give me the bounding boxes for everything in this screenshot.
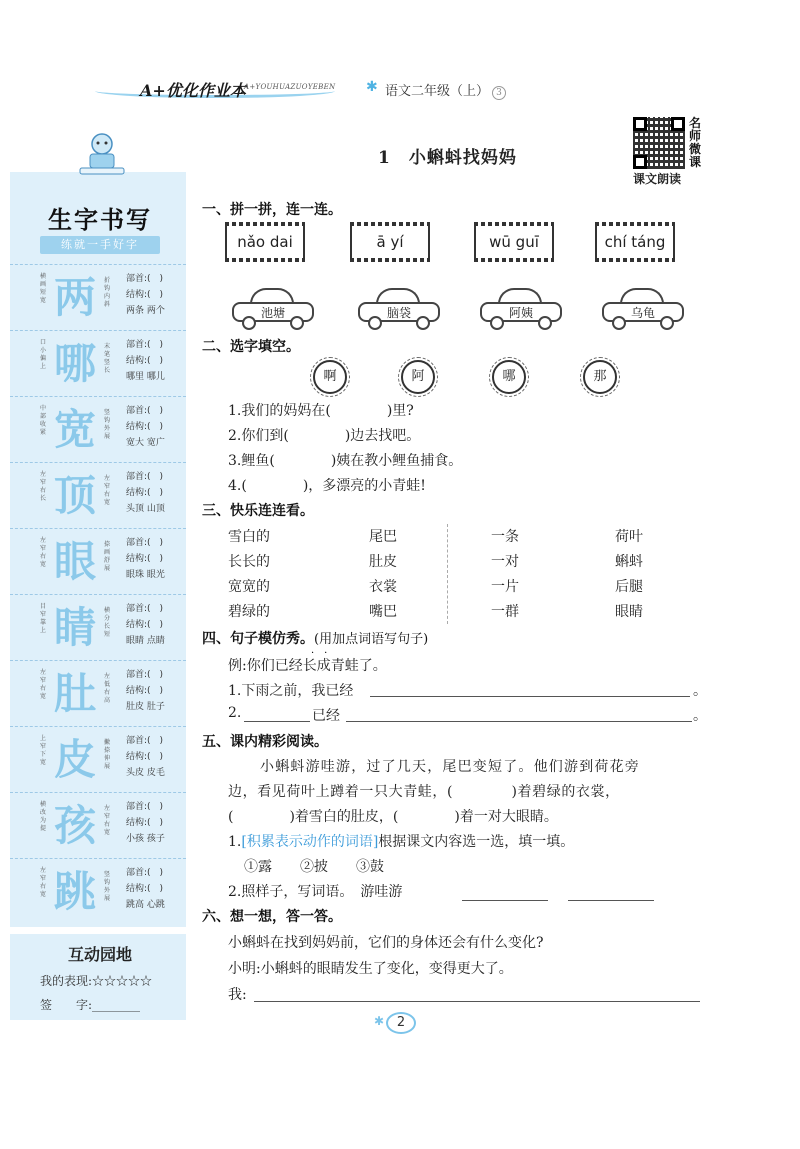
char-info xyxy=(126,865,165,913)
match-word[interactable]: 碧绿的 xyxy=(228,604,270,620)
answer-line[interactable] xyxy=(346,721,692,722)
fill-line[interactable]: 3.鲤鱼( )姨在教小鲤鱼捕食。 xyxy=(228,453,463,469)
grade-label xyxy=(385,80,506,100)
char-words: 肚皮 肚子 xyxy=(126,702,165,712)
char-entry xyxy=(10,660,186,726)
char-info xyxy=(126,535,165,583)
sidebar-title: 生字书写 xyxy=(48,206,152,234)
signature-field[interactable]: 签 字:________ xyxy=(40,998,141,1012)
car-word-card[interactable] xyxy=(232,288,314,332)
char-tip-left: 横改为提 xyxy=(40,801,47,832)
bushou-field[interactable]: 部首:( ) xyxy=(126,340,164,350)
jiegou-field[interactable]: 结构:( ) xyxy=(126,752,164,762)
char-words: 头皮 皮毛 xyxy=(126,768,165,778)
char-tip-left: 左窄右宽 xyxy=(40,669,47,700)
bushou-field[interactable]: 部首:( ) xyxy=(126,472,164,482)
char-entry xyxy=(10,462,186,528)
interaction-title: 互动园地 xyxy=(68,945,133,964)
bushou-field[interactable]: 部首:( ) xyxy=(126,274,164,284)
char-tip-left: 上窄下宽 xyxy=(40,735,47,766)
char-tip-left: 中部收紧 xyxy=(40,405,47,436)
bushou-field[interactable]: 部首:( ) xyxy=(126,868,164,878)
char-glyph: 眼 xyxy=(54,537,97,586)
emphasis-dots: ·· xyxy=(311,648,338,659)
match-word[interactable]: 雪白的 xyxy=(228,529,270,545)
q4-note: (用加点词语写句子) xyxy=(314,632,429,647)
char-tip-left: 口小偏上 xyxy=(40,339,47,370)
q5-sub1 xyxy=(228,831,574,851)
pinyin-card[interactable] xyxy=(474,222,554,262)
q6-example: 小明:小蝌蚪的眼睛发生了变化，变得更大了。 xyxy=(228,961,513,977)
char-info xyxy=(126,469,165,517)
char-tip-mid: 撇捺伸展 xyxy=(104,739,111,770)
match-word[interactable]: 衣裳 xyxy=(369,579,397,595)
pinyin-text: ā yí xyxy=(376,233,404,251)
pinyin-card[interactable] xyxy=(350,222,430,262)
reading-para[interactable]: ( )着雪白的肚皮，( )着一对大眼睛。 xyxy=(228,809,558,825)
char-glyph: 孩 xyxy=(54,801,97,850)
char-info xyxy=(126,733,165,781)
fill-line[interactable]: 1.我们的妈妈在( )里? xyxy=(228,403,414,419)
char-glyph: 睛 xyxy=(54,603,97,652)
q6-me-label: 我: xyxy=(228,987,247,1003)
option-badge[interactable]: 哪 xyxy=(492,360,526,394)
pinyin-text: chí táng xyxy=(604,233,666,251)
char-glyph: 皮 xyxy=(54,735,97,784)
char-glyph: 肚 xyxy=(54,669,97,718)
char-words: 小孩 孩子 xyxy=(126,834,165,844)
char-glyph: 顶 xyxy=(54,471,97,520)
bushou-field[interactable]: 部首:( ) xyxy=(126,538,164,548)
char-tip-mid: 竖钩外展 xyxy=(104,871,111,902)
char-info xyxy=(126,601,165,649)
match-word[interactable]: 一片 xyxy=(491,579,519,595)
q6-heading: 六、想一想，答一答。 xyxy=(202,909,342,925)
fill-line[interactable]: 4.( )，多漂亮的小青蛙! xyxy=(228,478,426,494)
char-entry xyxy=(10,396,186,462)
char-entry xyxy=(10,792,186,858)
char-tip-mid: 折钩内斜 xyxy=(104,277,111,308)
bushou-field[interactable]: 部首:( ) xyxy=(126,604,164,614)
char-tip-mid: 竖钩外展 xyxy=(104,409,111,440)
qr-label-char: 微 xyxy=(689,142,702,156)
q4-heading xyxy=(202,628,428,648)
column-divider xyxy=(447,524,448,624)
period: 。 xyxy=(693,708,707,724)
bushou-field[interactable]: 部首:( ) xyxy=(126,736,164,746)
performance-stars[interactable]: 我的表现:☆☆☆☆☆ xyxy=(40,974,153,988)
pinyin-text: wū guī xyxy=(489,233,539,251)
jiegou-field[interactable]: 结构:( ) xyxy=(126,422,164,432)
star-icon: ✱ xyxy=(374,1014,385,1028)
car-word: 池塘 xyxy=(260,306,285,320)
mascot-icon xyxy=(72,130,132,178)
char-words: 跳高 心跳 xyxy=(126,900,165,910)
q4-line1: 1.下雨之前，我已经 xyxy=(228,683,354,699)
page-header xyxy=(0,70,800,110)
car-word: 乌龟 xyxy=(630,306,655,320)
q1-heading: 一、拼一拼，连一连。 xyxy=(202,202,342,218)
q4-heading-text: 四、句子模仿秀。 xyxy=(202,631,314,647)
char-tip-mid: 捺画舒展 xyxy=(104,541,111,572)
jiegou-field[interactable]: 结构:( ) xyxy=(126,554,164,564)
reading-para: 小蝌蚪游哇游，过了几天，尾巴变短了。他们游到荷花旁 xyxy=(260,759,640,775)
qr-label-char: 师 xyxy=(689,129,702,143)
option-badge[interactable]: 那 xyxy=(583,360,617,394)
match-word[interactable]: 眼睛 xyxy=(615,604,643,620)
char-glyph: 跳 xyxy=(54,867,97,916)
q4-line2-number: 2. xyxy=(228,705,242,721)
qr-finder xyxy=(633,155,647,169)
char-tip-mid: 横分长短 xyxy=(104,607,111,638)
answer-line[interactable] xyxy=(568,900,654,901)
example-sentence: 例:你们已经长成青蛙了。 xyxy=(228,658,387,674)
char-words: 宽大 宽广 xyxy=(126,438,165,448)
brand-subtitle: A+YOUHUAZUOYEBEN xyxy=(244,83,336,91)
option-badge[interactable]: 啊 xyxy=(313,360,347,394)
fill-line[interactable]: 2.你们到( )边去找吧。 xyxy=(228,428,421,444)
sidebar-subtitle: 练就一手好字 xyxy=(40,236,160,254)
char-info xyxy=(126,799,165,847)
sub1-text: 根据课文内容选一选，填一填。 xyxy=(378,834,575,850)
answer-line[interactable] xyxy=(244,721,310,722)
car-word-card[interactable] xyxy=(358,288,440,332)
q5-heading: 五、课内精彩阅读。 xyxy=(202,734,328,750)
char-words: 眼珠 眼光 xyxy=(126,570,165,580)
match-word[interactable]: 荷叶 xyxy=(615,529,643,545)
reading-para[interactable]: 边，看见荷叶上蹲着一只大青蛙，( )着碧绿的衣裳， xyxy=(228,784,620,800)
pinyin-card[interactable] xyxy=(595,222,675,262)
car-word-card[interactable] xyxy=(602,288,684,332)
char-words: 两条 两个 xyxy=(126,306,165,316)
char-tip-mid: 左窄右宽 xyxy=(104,475,111,506)
qr-caption: 课文朗读 xyxy=(633,172,682,186)
match-word[interactable]: 宽宽的 xyxy=(228,579,270,595)
page-footer xyxy=(374,1012,420,1034)
car-word-card[interactable] xyxy=(480,288,562,332)
bushou-field[interactable]: 部首:( ) xyxy=(126,802,164,812)
char-glyph: 两 xyxy=(54,273,97,322)
match-word[interactable]: 一对 xyxy=(491,554,519,570)
option-badge[interactable]: 阿 xyxy=(401,360,435,394)
period: 。 xyxy=(693,683,707,699)
brand-logo: A+优化作业本 xyxy=(140,81,246,100)
car-word: 脑袋 xyxy=(386,306,411,320)
char-info xyxy=(126,271,165,319)
match-word[interactable]: 一条 xyxy=(491,529,519,545)
answer-line[interactable] xyxy=(462,900,548,901)
match-word[interactable]: 嘴巴 xyxy=(369,604,397,620)
match-word[interactable]: 长长的 xyxy=(228,554,270,570)
star-icon: ✱ xyxy=(366,79,378,95)
q3-heading: 三、快乐连连看。 xyxy=(202,503,314,519)
answer-line[interactable] xyxy=(254,1001,700,1002)
q2-heading: 二、选字填空。 xyxy=(202,339,300,355)
char-info xyxy=(126,667,165,715)
char-tip-mid: 左低右高 xyxy=(104,673,111,704)
qr-label-char: 名 xyxy=(689,116,702,130)
page-number: 2 xyxy=(386,1012,416,1034)
jiegou-field[interactable]: 结构:( ) xyxy=(126,686,164,696)
jiegou-field[interactable]: 结构:( ) xyxy=(126,488,164,498)
jiegou-field[interactable]: 结构:( ) xyxy=(126,290,164,300)
qr-finder xyxy=(671,117,685,131)
match-word[interactable]: 尾巴 xyxy=(369,529,397,545)
match-word[interactable]: 蝌蚪 xyxy=(615,554,643,570)
bushou-field[interactable]: 部首:( ) xyxy=(126,406,164,416)
char-tip-mid: 末笔竖长 xyxy=(104,343,111,374)
char-tip-mid: 左窄右宽 xyxy=(104,805,111,836)
skill-tag: [积累表示动作的词语] xyxy=(241,834,379,850)
qr-label-char: 课 xyxy=(689,155,702,169)
char-info xyxy=(126,337,165,385)
qr-finder xyxy=(633,117,647,131)
char-words: 哪里 哪儿 xyxy=(126,372,165,382)
sub1-number: 1. xyxy=(228,834,242,850)
char-entry xyxy=(10,858,186,924)
answer-line[interactable] xyxy=(370,696,690,697)
car-word: 阿姨 xyxy=(508,306,533,320)
jiegou-field[interactable]: 结构:( ) xyxy=(126,356,164,366)
pinyin-text: nǎo dai xyxy=(237,233,293,251)
grade-text: 语文二年级（上） xyxy=(385,84,490,99)
char-tip-left: 左窄右宽 xyxy=(40,537,47,568)
char-entry xyxy=(10,264,186,330)
char-entry xyxy=(10,528,186,594)
q6-question: 小蝌蚪在找到妈妈前，它们的身体还会有什么变化? xyxy=(228,935,544,951)
lesson-title: 1 小蝌蚪找妈妈 xyxy=(378,148,517,168)
char-glyph: 哪 xyxy=(54,339,97,388)
char-info xyxy=(126,403,165,451)
q4-line2-word: 已经 xyxy=(312,708,340,724)
sidebar-char-writing xyxy=(10,172,186,927)
char-tip-left: 横画短宽 xyxy=(40,273,47,304)
char-entry xyxy=(10,594,186,660)
qr-vertical-label xyxy=(689,117,703,169)
char-words: 头顶 山顶 xyxy=(126,504,165,514)
bushou-field[interactable]: 部首:( ) xyxy=(126,670,164,680)
char-words: 眼睛 点睛 xyxy=(126,636,165,646)
q5-choices: ①露 ②披 ③鼓 xyxy=(244,859,384,875)
q5-sub2: 2.照样子，写词语。 游哇游 xyxy=(228,884,403,900)
qr-code[interactable] xyxy=(633,117,685,169)
grade-number: 3 xyxy=(492,86,506,100)
jiegou-field[interactable]: 结构:( ) xyxy=(126,620,164,630)
match-word[interactable]: 后腿 xyxy=(615,579,643,595)
jiegou-field[interactable]: 结构:( ) xyxy=(126,884,164,894)
interaction-area xyxy=(10,934,186,1020)
jiegou-field[interactable]: 结构:( ) xyxy=(126,818,164,828)
char-tip-left: 目窄靠上 xyxy=(40,603,47,634)
char-tip-left: 左窄右长 xyxy=(40,471,47,502)
char-tip-left: 左窄右宽 xyxy=(40,867,47,898)
match-word[interactable]: 一群 xyxy=(491,604,519,620)
match-word[interactable]: 肚皮 xyxy=(369,554,397,570)
char-entry xyxy=(10,726,186,792)
char-entry xyxy=(10,330,186,396)
char-glyph: 宽 xyxy=(54,405,97,454)
pinyin-card[interactable] xyxy=(225,222,305,262)
